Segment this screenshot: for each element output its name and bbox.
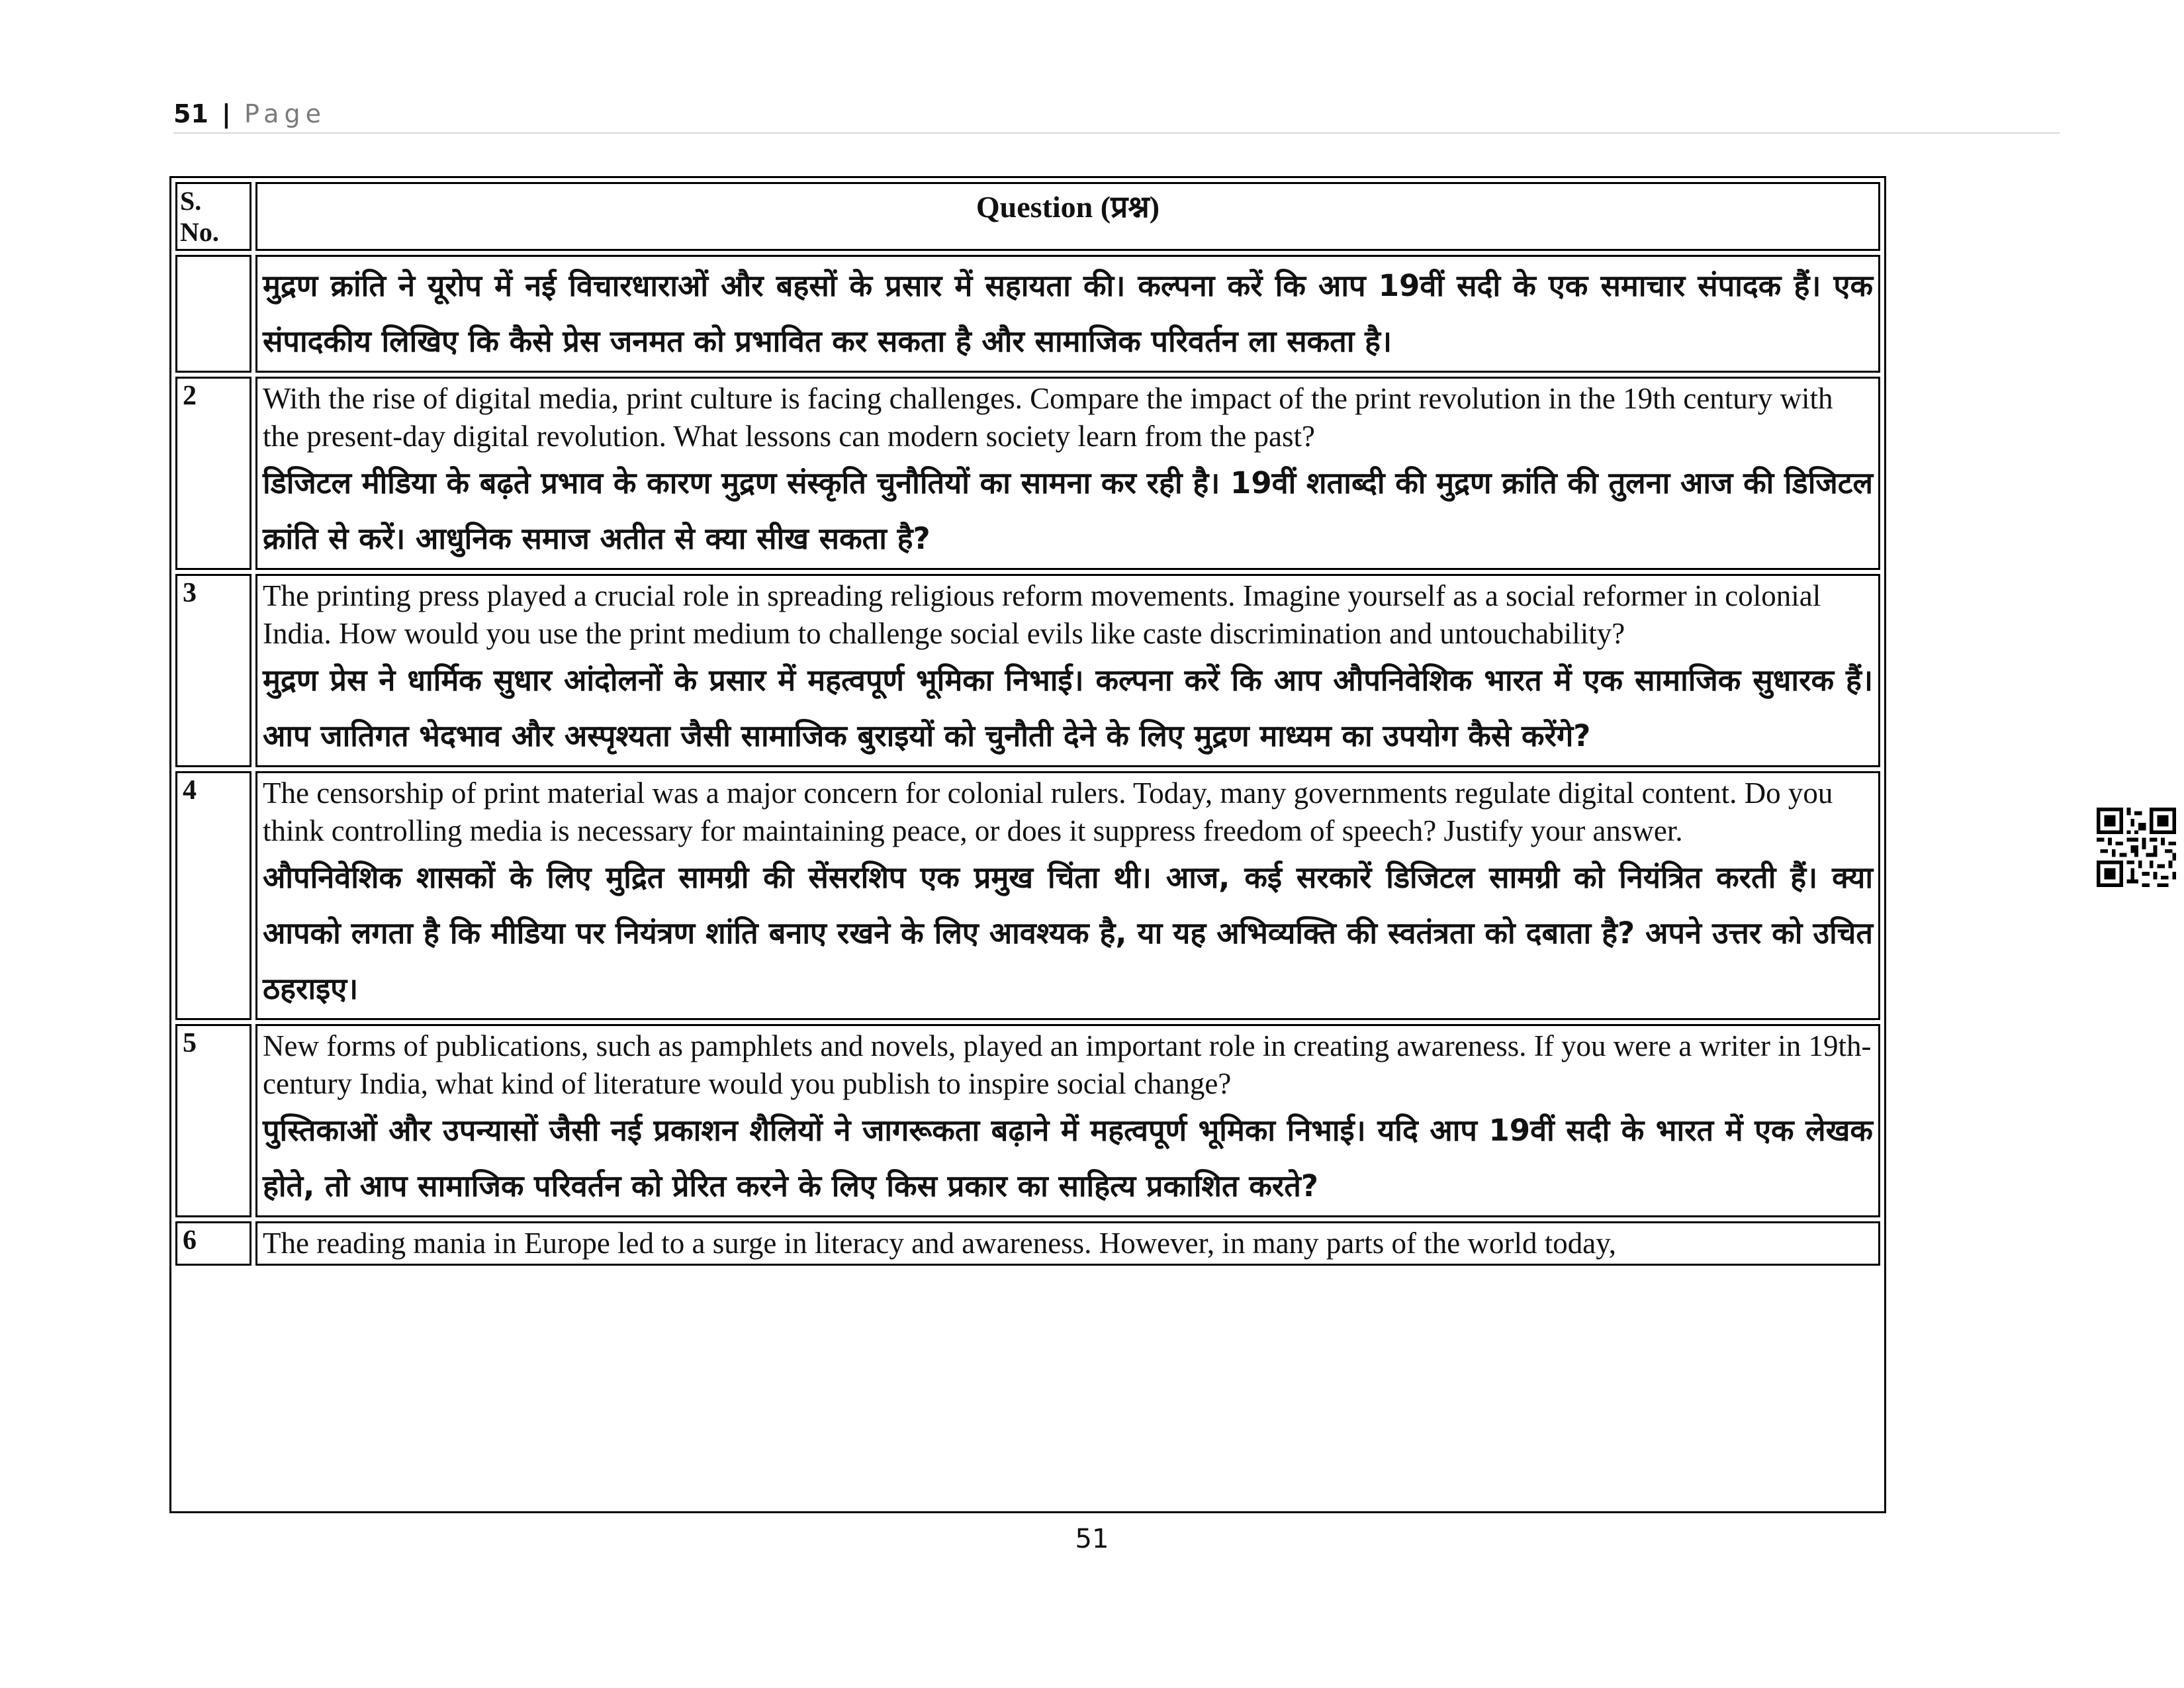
table-row [175, 1221, 1880, 1266]
row-sno: 5 [175, 1024, 251, 1217]
row-question [255, 771, 1880, 1020]
row-sno: 6 [175, 1221, 251, 1266]
table-row [175, 771, 1880, 1020]
column-header-sno: S. No. [175, 182, 251, 251]
question-hindi: मुद्रण क्रांति ने यूरोप में नई विचारधाराओं और बहसों के प्रसार में सहायता की। कल्पना करें कि आप 19वीं सदी के एक समाचार संपादक हैं। एक संपादकीय लिखिए कि कैसे प्रेस जनमत को प्रभावित कर सकता है और सामाजिक परिवर्तन ला सकता है। [263, 268, 1873, 359]
row-question [255, 255, 1880, 373]
qr-code-icon[interactable] [2097, 808, 2176, 887]
question-english: New forms of publications, such as pamphlets and novels, played an important role in creating awareness. If you were a writer in 19th-century India, what kind of literature would you publish to inspire social change? [263, 1029, 1872, 1100]
question-table [171, 178, 1884, 1270]
question-english: The reading mania in Europe led to a surge in literacy and awareness. However, in many parts of the world today, [263, 1227, 1617, 1260]
header-page-label: Page [244, 99, 326, 128]
question-hindi: मुद्रण प्रेस ने धार्मिक सुधार आंदोलनों के प्रसार में महत्वपूर्ण भूमिका निभाई। कल्पना करें कि आप औपनिवेशिक भारत में एक सामाजिक सुधारक हैं। आप जातिगत भेदभाव और अस्पृश्यता जैसी सामाजिक बुराइयों को चुनौती देने के लिए मुद्रण माध्यम का उपयोग कैसे करेंगे? [263, 663, 1873, 753]
row-question [255, 377, 1880, 570]
header-separator: | [221, 99, 231, 128]
table-row [175, 1024, 1880, 1217]
question-table-frame [169, 176, 1886, 1513]
header-page-number: 51 [173, 99, 208, 128]
qr-code-graphic [2097, 808, 2176, 887]
page-header [173, 99, 2060, 134]
row-sno: 2 [175, 377, 251, 570]
question-english: With the rise of digital media, print culture is facing challenges. Compare the impact of the print revolution in the 19th century with the present-day digital revolution. What lessons can modern society learn from the past? [263, 382, 1833, 453]
table-row [175, 255, 1880, 373]
page-footer [0, 1524, 2184, 1554]
question-hindi: औपनिवेशिक शासकों के लिए मुद्रित सामग्री की सेंसरशिप एक प्रमुख चिंता थी। आज, कई सरकारें डिजिटल सामग्री को नियंत्रित करती हैं। क्या आपको लगता है कि मीडिया पर नियंत्रण शांति बनाए रखने के लिए आवश्यक है, या यह अभिव्यक्ति की स्वतंत्रता को दबाता है? अपने उत्तर को उचित ठहराइए। [263, 860, 1873, 1006]
table-row [175, 377, 1880, 570]
row-sno [175, 255, 251, 373]
column-header-question: Question (प्रश्न) [255, 182, 1880, 251]
table-row [175, 574, 1880, 767]
table-header-row [175, 182, 1880, 251]
question-english: The censorship of print material was a major concern for colonial rulers. Today, many governments regulate digital content. Do you think controlling media is necessary for maintaining peace, or does it suppress freedom of speech? Justify your answer. [263, 776, 1833, 847]
row-sno: 4 [175, 771, 251, 1020]
question-hindi: डिजिटल मीडिया के बढ़ते प्रभाव के कारण मुद्रण संस्कृति चुनौतियों का सामना कर रही है। 19वीं शताब्दी की मुद्रण क्रांति की तुलना आज की डिजिटल क्रांति से करें। आधुनिक समाज अतीत से क्या सीख सकता है? [263, 465, 1873, 556]
row-sno: 3 [175, 574, 251, 767]
row-question [255, 1221, 1880, 1266]
footer-page-number: 51 [1075, 1524, 1109, 1554]
row-question [255, 574, 1880, 767]
question-english: The printing press played a crucial role in spreading religious reform movements. Imagine yourself as a social reformer in colonial India. How would you use the print medium to challenge social evils like caste discrimination and untouchability? [263, 579, 1821, 650]
question-hindi: पुस्तिकाओं और उपन्यासों जैसी नई प्रकाशन शैलियों ने जागरूकता बढ़ाने में महत्वपूर्ण भूमिका निभाई। यदि आप 19वीं सदी के भारत में एक लेखक होते, तो आप सामाजिक परिवर्तन को प्रेरित करने के लिए किस प्रकार का साहित्य प्रकाशित करते? [263, 1113, 1873, 1203]
row-question [255, 1024, 1880, 1217]
